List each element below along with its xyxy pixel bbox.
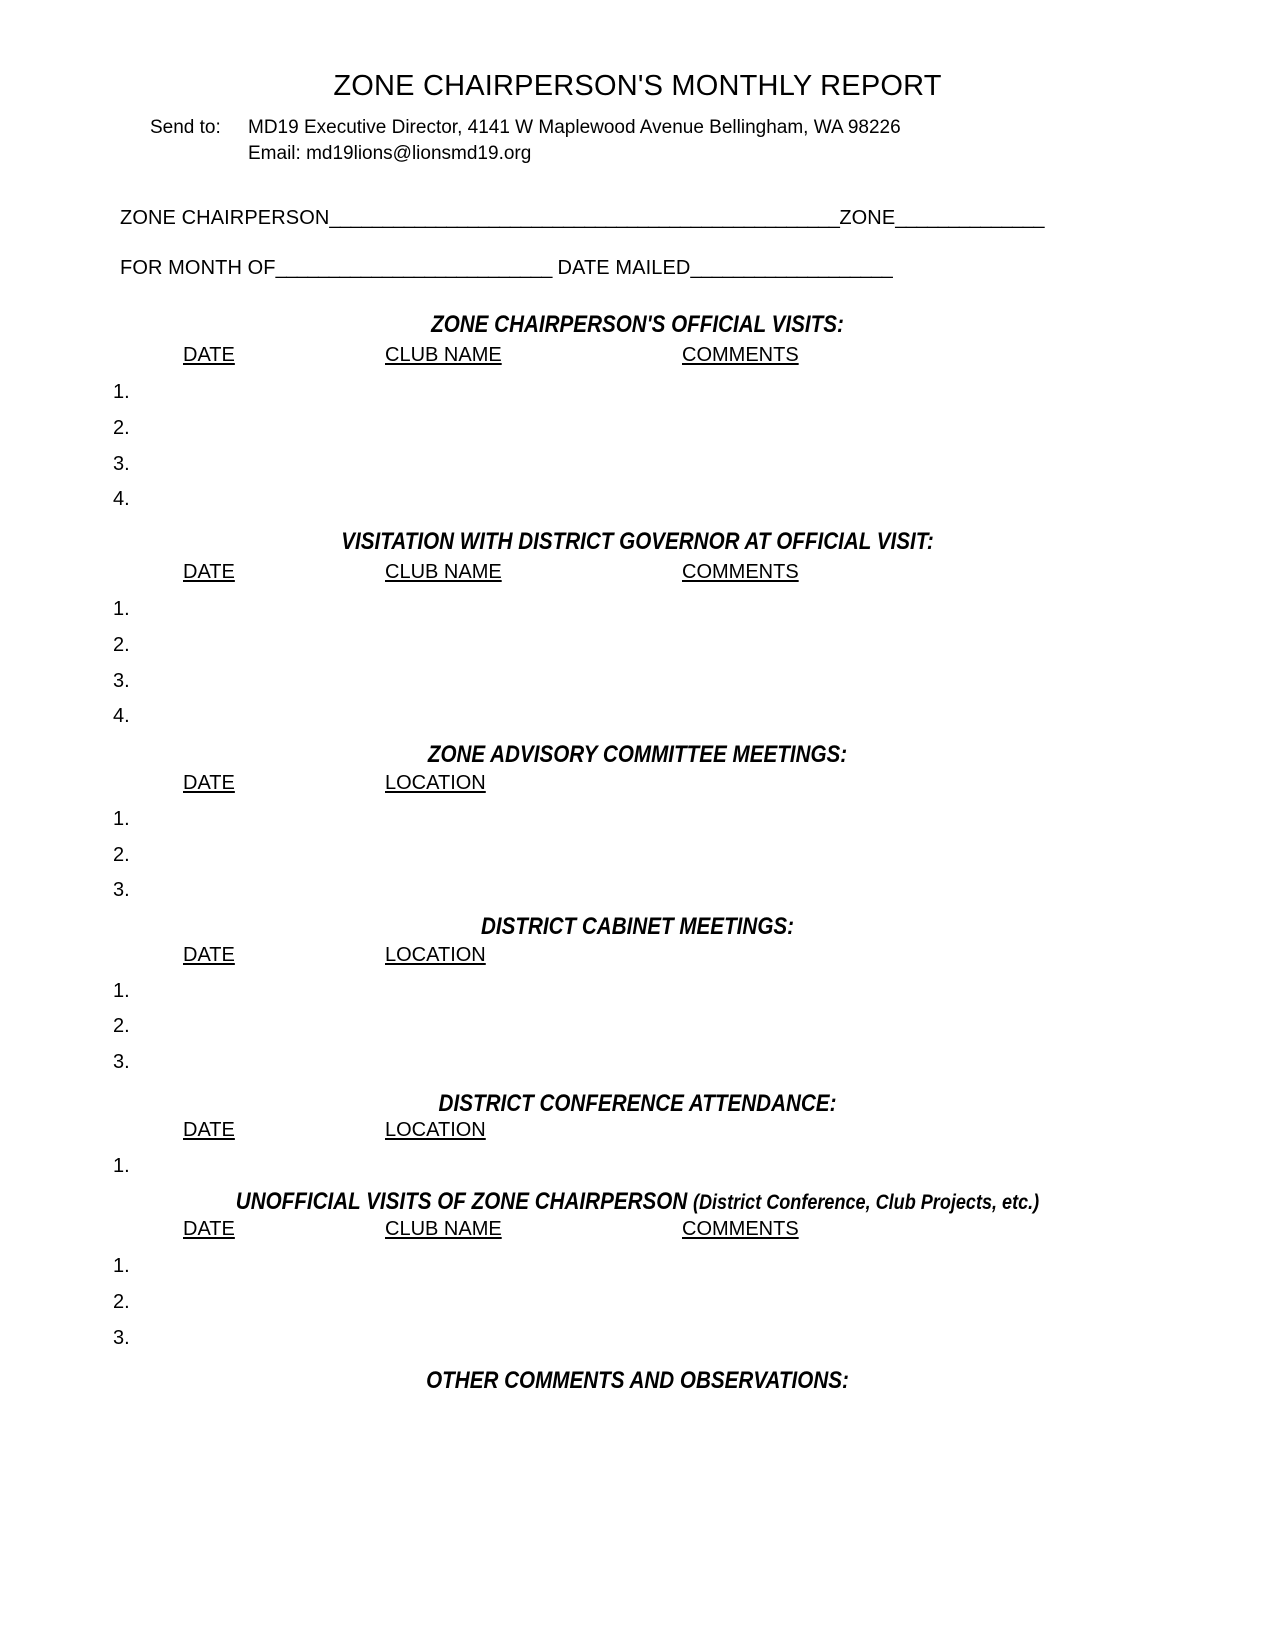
column-header-date: DATE (183, 772, 235, 794)
list-item[interactable]: 2. (113, 1015, 130, 1037)
section-heading-zone-advisory-committee-meetings: ZONE ADVISORY COMMITTEE MEETINGS: (427, 741, 848, 768)
column-header-location: LOCATION (385, 1119, 486, 1141)
for-month-of-input-rule[interactable]: __________________________ (275, 257, 552, 279)
zone-chairperson-field-row (120, 207, 1044, 230)
column-header-comments: COMMENTS (682, 344, 799, 366)
column-header-location: LOCATION (385, 772, 486, 794)
list-item[interactable]: 1. (113, 381, 130, 403)
zone-input-rule[interactable]: ______________ (895, 207, 1045, 229)
send-to-row (150, 117, 901, 139)
list-item[interactable]: 3. (113, 453, 130, 475)
column-header-location: LOCATION (385, 944, 486, 966)
column-header-date: DATE (183, 1218, 235, 1240)
section-heading-unofficial-visits-note: (District Conference, Club Projects, etc.) (692, 1191, 1040, 1214)
list-item[interactable]: 2. (113, 634, 130, 656)
list-item[interactable]: 1. (113, 598, 130, 620)
list-item[interactable]: 1. (113, 1255, 130, 1277)
send-to-email: Email: md19lions@lionsmd19.org (248, 143, 532, 164)
list-item[interactable]: 2. (113, 417, 130, 439)
section-heading-unofficial-visits-main: UNOFFICIAL VISITS OF ZONE CHAIRPERSON (235, 1188, 693, 1215)
column-header-comments: COMMENTS (682, 1218, 799, 1240)
for-month-field-row (120, 257, 892, 280)
section-heading-other-comments: OTHER COMMENTS AND OBSERVATIONS: (426, 1367, 849, 1394)
section-heading-official-visits: ZONE CHAIRPERSON'S OFFICIAL VISITS: (431, 311, 844, 338)
list-item[interactable]: 1. (113, 980, 130, 1002)
column-header-comments: COMMENTS (682, 561, 799, 583)
for-month-of-label: FOR MONTH OF (120, 257, 276, 279)
list-item[interactable]: 2. (113, 1291, 130, 1313)
column-header-date: DATE (183, 344, 235, 366)
date-mailed-label: DATE MAILED (551, 257, 691, 279)
section-heading-visitation-with-district-governor: VISITATION WITH DISTRICT GOVERNOR AT OFFICIAL VISIT: (341, 528, 934, 555)
column-header-date: DATE (183, 944, 235, 966)
column-header-club-name: CLUB NAME (385, 1218, 502, 1240)
section-heading-unofficial-visits (89, 1188, 1186, 1216)
list-item[interactable]: 3. (113, 879, 130, 901)
section-heading-district-cabinet-meetings: DISTRICT CABINET MEETINGS: (480, 913, 795, 940)
list-item[interactable]: 3. (113, 1051, 130, 1073)
send-to-address: MD19 Executive Director, 4141 W Maplewood Avenue Bellingham, WA 98226 (248, 117, 901, 138)
column-header-date: DATE (183, 561, 235, 583)
list-item[interactable]: 1. (113, 808, 130, 830)
zone-label: ZONE (839, 207, 896, 229)
column-header-club-name: CLUB NAME (385, 561, 502, 583)
list-item[interactable]: 2. (113, 844, 130, 866)
list-item[interactable]: 1. (113, 1155, 130, 1177)
list-item[interactable]: 4. (113, 705, 130, 727)
list-item[interactable]: 3. (113, 670, 130, 692)
column-header-club-name: CLUB NAME (385, 344, 502, 366)
zone-chairperson-label: ZONE CHAIRPERSON (120, 207, 330, 229)
list-item[interactable]: 3. (113, 1327, 130, 1349)
date-mailed-input-rule[interactable]: ___________________ (690, 257, 893, 279)
page-title: ZONE CHAIRPERSON'S MONTHLY REPORT (333, 70, 942, 102)
column-header-date: DATE (183, 1119, 235, 1141)
section-heading-district-conference-attendance: DISTRICT CONFERENCE ATTENDANCE: (438, 1090, 837, 1117)
list-item[interactable]: 4. (113, 488, 130, 510)
send-to-label: Send to: (150, 117, 221, 138)
zone-chairperson-input-rule[interactable]: ________________________________________________ (329, 207, 840, 229)
